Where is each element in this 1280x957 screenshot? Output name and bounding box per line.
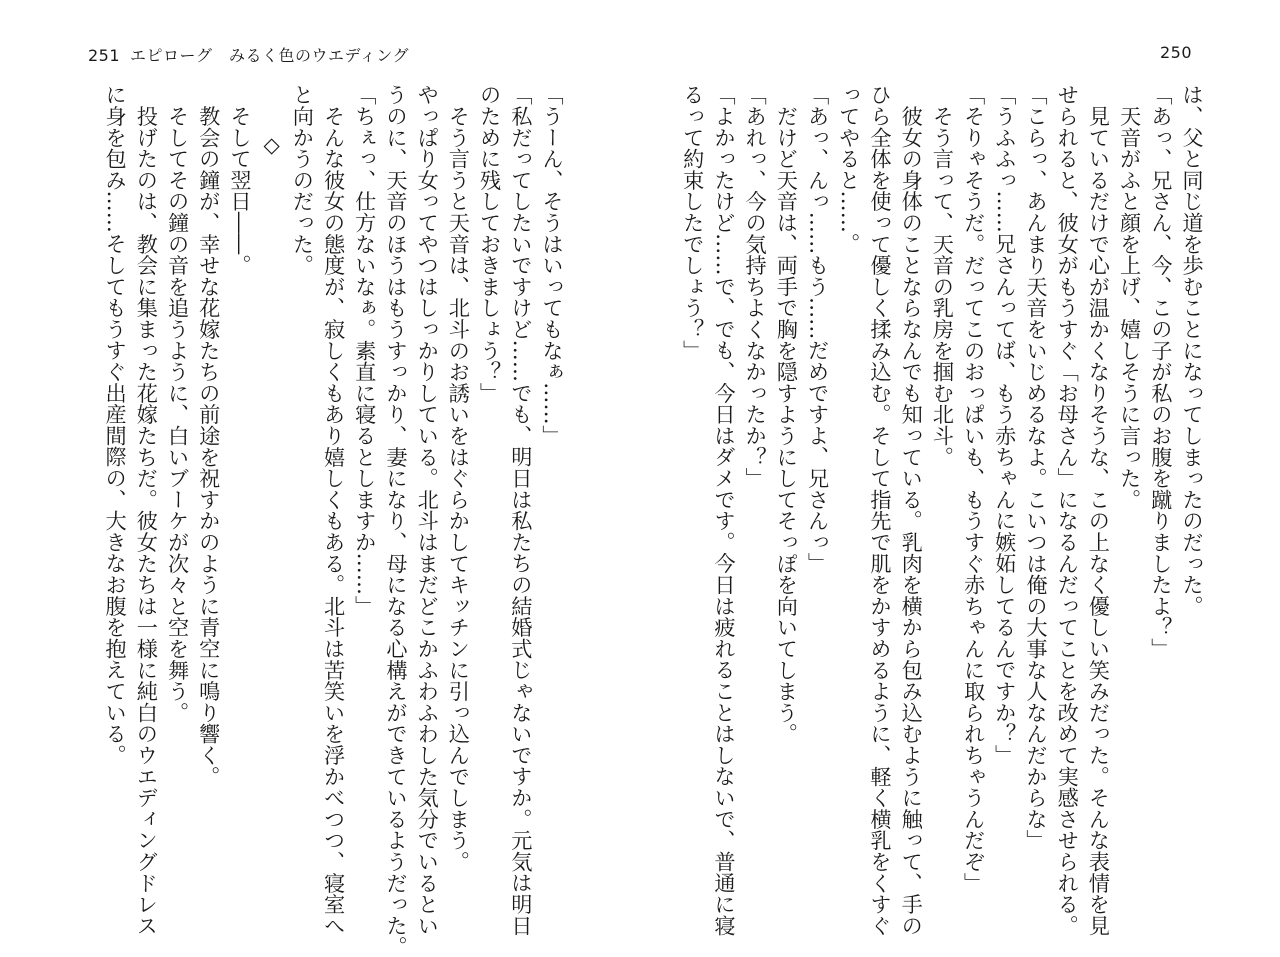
text-line: そう言うと天音は、北斗のお誘いをはぐらかしてキッチンに引っ込んでしまう。: [446, 84, 472, 873]
text-line: だけど天音は、両手で胸を隠すようにしてそっぽを向いてしまう。: [774, 84, 800, 745]
text-line: やっぱり女ってやつはしっかりしている。北斗はまだどこかふわふわした気分でいるとい: [415, 84, 441, 936]
text-line: 「ちぇっ、仕方ないなぁ。素直に寝るとしますか……」: [352, 84, 378, 617]
running-title: エピローグ みるく色のウエディング: [130, 46, 409, 65]
right-running-head: [1160, 43, 1192, 62]
text-line: 「あっ、んっ……もう……だめですよ、兄さんっ」: [805, 84, 831, 574]
text-line: そして翌日――。: [227, 84, 253, 276]
right-page-number: 250: [1159, 43, 1192, 62]
text-line: に身を包み……そしてもうすぐ出産間際の、大きなお腹を抱えている。: [103, 84, 129, 766]
left-body-text: [100, 84, 568, 957]
left-running-head: [88, 43, 409, 66]
text-line: 「あっ、兄さん、今、この子が私のお腹を蹴りましたよ？」: [1148, 84, 1174, 660]
text-line: 「うーん、そうはいってもなぁ……」: [540, 84, 565, 447]
text-line: と向かうのだった。: [290, 84, 316, 276]
text-line: 「こらっ、あんまり天音をいじめるなよ。こいつは俺の大事な人なんだからな」: [1023, 84, 1049, 851]
text-line: 投げたのは、教会に集まった花嫁たちだ。彼女たちは一様に純白のウエディングドレス: [134, 84, 160, 936]
text-line: 見ているだけで心が温かくなりそうな、この上なく優しい笑みだった。そんな表情を見: [1086, 84, 1112, 936]
text-line: 「私だってしたいですけど……でも、明日は私たちの結婚式じゃないですか。元気は明日: [508, 84, 534, 936]
scene-break-diamond: ◇: [259, 132, 285, 158]
text-line: そう言って、天音の乳房を掴む北斗。: [930, 84, 956, 468]
text-line: そんな彼女の態度が、寂しくもあり嬉しくもある。北斗は苦笑いを浮かべつつ、寝室へ: [321, 84, 347, 936]
text-line: のために残しておきましょう？」: [477, 84, 503, 404]
text-line: 「うふふっ……兄さんってば、もう赤ちゃんに嫉妬してるんですか？」: [992, 84, 1018, 766]
text-line: るって約束したでしょう？」: [680, 84, 706, 361]
text-line: ひら全体を使って優しく揉み込む。そして指先で肌をかすめるように、軽く横乳をくすぐ: [867, 84, 893, 936]
text-line: は、父と同じ道を歩むことになってしまったのだった。: [1180, 84, 1205, 617]
text-line: 彼女の身体のことならなんでも知っている。乳肉を横から包み込むように触って、手の: [899, 84, 925, 936]
text-line: そしてその鐘の音を追うように、白いブーケが次々と空を舞う。: [165, 84, 191, 723]
text-line: 教会の鐘が、幸せな花嫁たちの前途を祝すかのように青空に鳴り響く。: [196, 84, 222, 787]
text-line: 「あれっ、今の気持ちよくなかったか？」: [743, 84, 769, 489]
text-line: うのに、天音のほうはもうすっかり、妻になり、母になる心構えができているようだった。: [383, 84, 409, 957]
text-line: ってやると……。: [836, 84, 862, 255]
text-line: 「よかったけど……で、でも、今日はダメです。今日は疲れることはしないで、普通に寝: [711, 84, 737, 936]
right-page: [640, 0, 1280, 936]
left-page-number: 251: [88, 46, 121, 65]
right-body-text: [678, 84, 1208, 936]
text-line: 天音がふと顔を上げ、嬉しそうに言った。: [1117, 84, 1143, 510]
text-line: せられると、彼女がもうすぐ「お母さん」になるんだってことを改めて実感させられる。: [1055, 84, 1081, 936]
text-line: 「そりゃそうだ。だってこのおっぱいも、もうすぐ赤ちゃんに取られちゃうんだぞ」: [961, 84, 987, 894]
